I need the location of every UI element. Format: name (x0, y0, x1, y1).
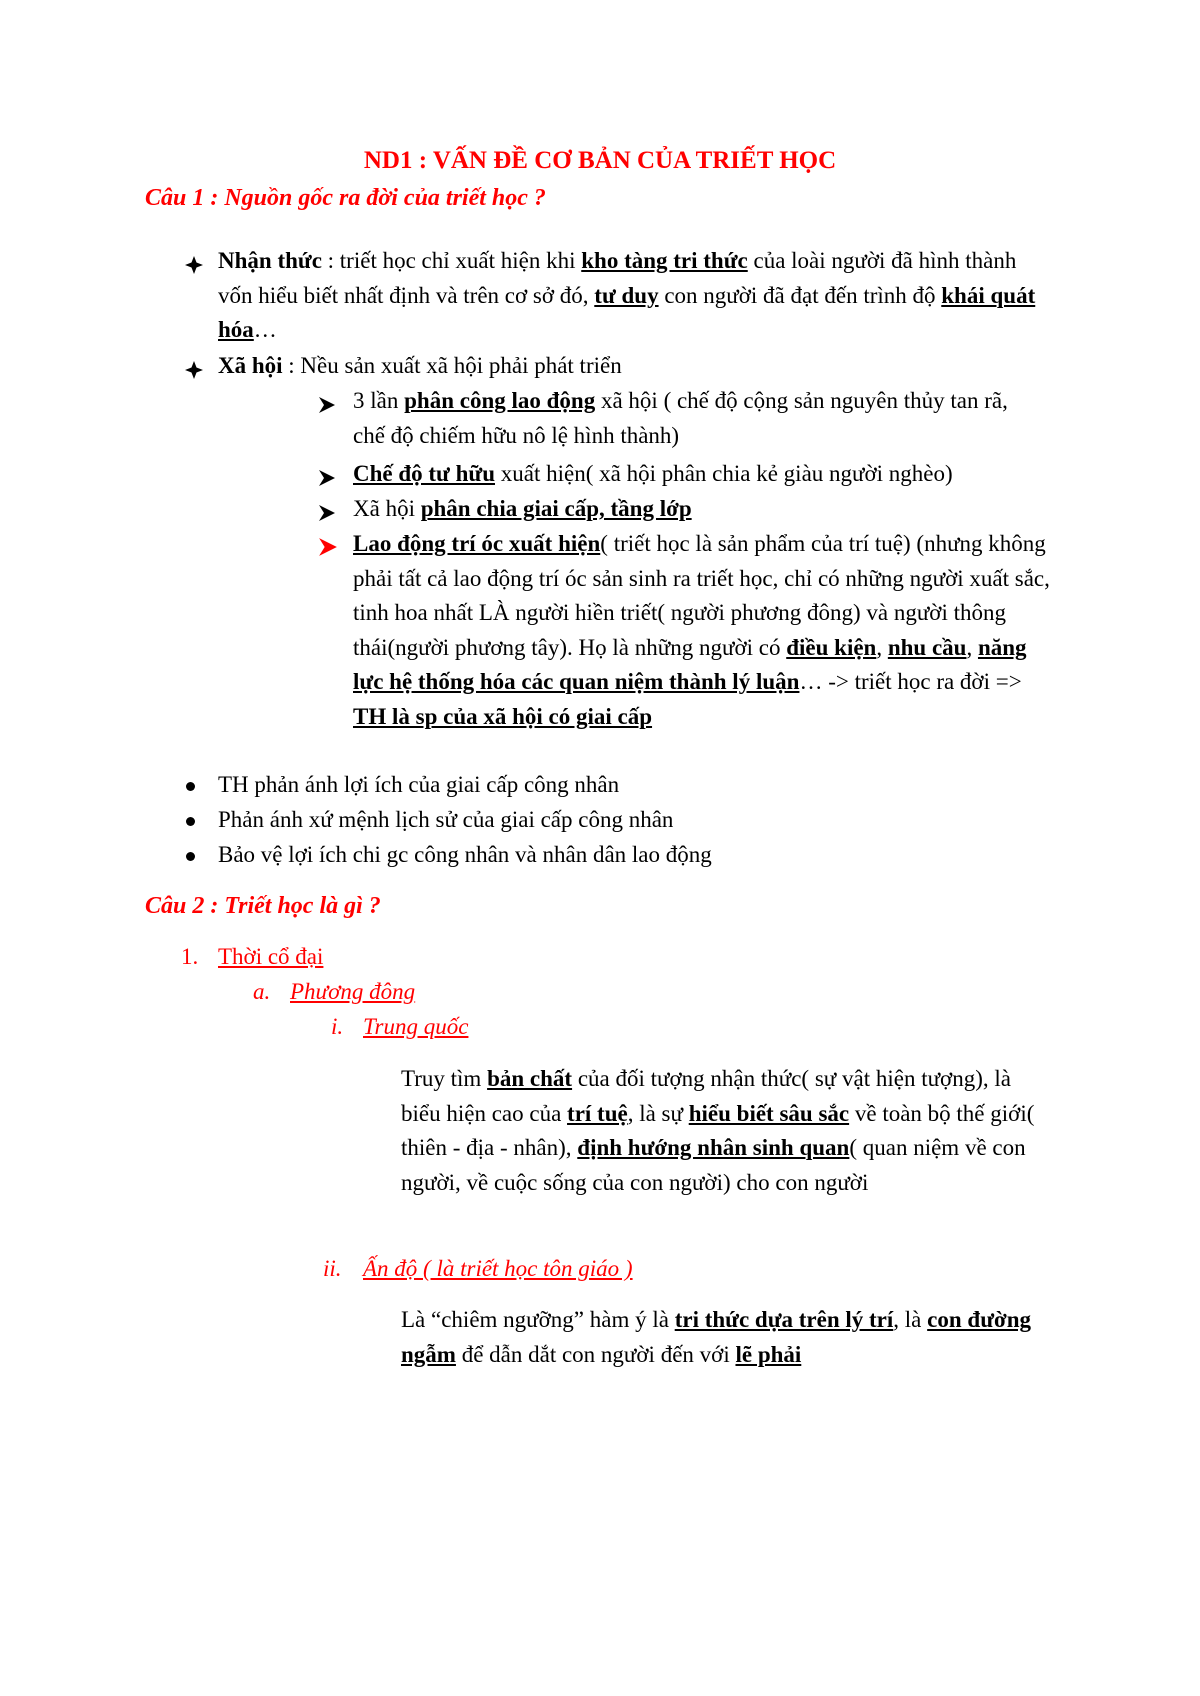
xa-hoi-label: Xã hội (218, 353, 283, 378)
subsubsection-heading: Trung quốc (363, 1014, 469, 1039)
page-title: ND1 : VẤN ĐỀ CƠ BẢN CỦA TRIẾT HỌC (363, 147, 837, 174)
list-marker: a. (253, 979, 271, 1004)
bullet-item: Bảo vệ lợi ích chi gc công nhân và nhân dân lao động (218, 842, 712, 867)
keyword: trí tuệ (567, 1100, 628, 1126)
keyword: bản chất (487, 1066, 573, 1091)
keyword: phân công lao động (404, 388, 596, 413)
keyword: tri thức dựa trên lý trí (674, 1307, 894, 1332)
keyword: phân chia giai cấp, tầng lớp (420, 496, 692, 521)
subsection-heading: Phương đông (290, 979, 416, 1004)
sub-item-private-ownership: Chế độ tư hữu xuất hiện( xã hội phân chia kẻ giàu người nghèo) (353, 461, 953, 486)
list-marker: i. (331, 1014, 344, 1039)
diamond-bullet-icon (185, 250, 203, 285)
question-1-heading: Câu 1 : Nguồn gốc ra đời của triết học ? (145, 185, 546, 211)
keyword: định hướng nhân sinh quan (577, 1135, 850, 1160)
keyword: điều kiện (786, 634, 877, 660)
xa-hoi-item: Xã hội : Nều sản xuất xã hội phải phát triển (218, 353, 622, 378)
arrow-bullet-icon (318, 533, 338, 568)
paragraph-trung-quoc: Truy tìm bản chất của đối tượng nhận thức( sự vật hiện tượng), là biểu hiện cao của trí tuệ, là sự hiểu biết sâu sắc về toàn bộ thế giới( thiên - địa - nhân), định hướng nhân sinh quan( quan niệm về con người, về cuộc sống của con người) cho con người (401, 1066, 1035, 1195)
sub-item-division-of-labor: 3 lần phân công lao động xã hội ( chế độ cộng sản nguyên thủy tan rã, chế độ chiếm hữu nô lệ hình thành) (353, 388, 1008, 448)
bullet-item: TH phản ánh lợi ích của giai cấp công nhân (218, 772, 620, 797)
keyword: tư duy (594, 282, 659, 308)
keyword: con đường ngẫm (401, 1307, 1032, 1367)
keyword: kho tàng tri thức (581, 248, 748, 273)
paragraph-an-do: Là “chiêm ngưỡng” hàm ý là tri thức dựa trên lý trí, là con đường ngẫm để dẫn dắt con người đến với lẽ phải (401, 1307, 1032, 1367)
keyword: TH là sp của xã hội có giai cấp (353, 703, 653, 729)
list-marker: ii. (323, 1256, 342, 1281)
keyword: hiểu biết sâu sắc (688, 1100, 850, 1126)
keyword: khái quát hóa (218, 282, 1036, 342)
sub-item-class-division: Xã hội phân chia giai cấp, tầng lớp (353, 496, 692, 521)
round-bullet-icon (186, 852, 195, 861)
keyword: Chế độ tư hữu (353, 461, 495, 486)
arrow-bullet-icon (318, 498, 336, 533)
round-bullet-icon (186, 782, 195, 791)
keyword: nhu cầu (887, 634, 967, 660)
bullet-item: Phản ánh xứ mệnh lịch sử của giai cấp công nhân (218, 807, 674, 832)
section-heading: Thời cổ đại (218, 944, 324, 969)
list-marker: 1. (181, 944, 199, 969)
keyword: Lao động trí óc xuất hiện (353, 531, 601, 556)
nhan-thuc-item: Nhận thức : triết học chỉ xuất hiện khi kho tàng tri thức của loài người đã hình thành vốn hiểu biết nhất định và trên cơ sở đó, tư duy con người đã đạt đến trình độ khái quát hóa… (218, 248, 1036, 342)
arrow-bullet-icon (318, 390, 336, 425)
arrow-bullet-icon (318, 463, 336, 498)
nhan-thuc-label: Nhận thức (218, 248, 322, 273)
keyword: năng lực hệ thống hóa các quan niệm thành lý luận (353, 634, 1027, 694)
diamond-bullet-icon (185, 355, 203, 390)
sub-item-mental-labor: Lao động trí óc xuất hiện( triết học là sản phẩm của trí tuệ) (nhưng không phải tất cả lao động trí óc sản sinh ra triết học, chỉ có những người xuất sắc, tinh hoa nhất LÀ người hiền triết( người phương đông) và người thông thái(người phương tây). Họ là những người có điều kiện, nhu cầu, năng lực hệ thống hóa các quan niệm thành lý luận… -> triết học ra đời => TH là sp của xã hội có giai cấp (353, 531, 1050, 729)
round-bullet-icon (186, 817, 195, 826)
question-2-heading: Câu 2 : Triết học là gì ? (145, 893, 381, 919)
keyword: lẽ phải (735, 1341, 802, 1367)
subsubsection-heading: Ấn độ ( là triết học tôn giáo ) (363, 1256, 633, 1281)
